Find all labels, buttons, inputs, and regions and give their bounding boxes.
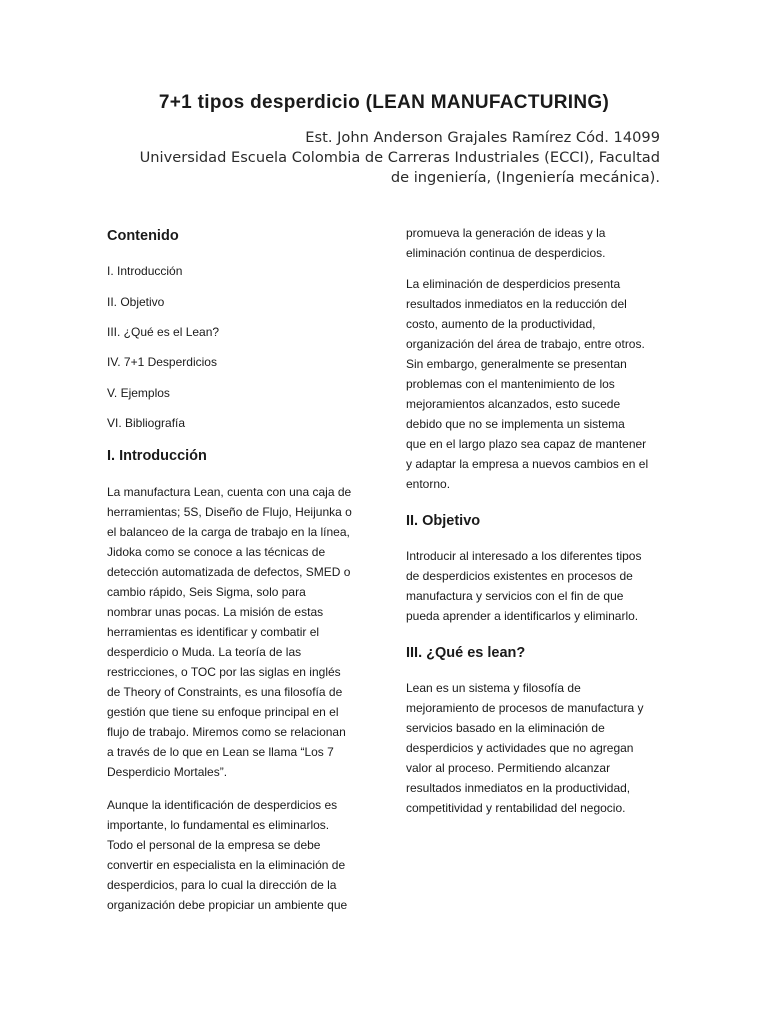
text-line: pueda aprender a identificarlos y eliminarlo.: [406, 609, 639, 623]
section-heading-objetivo: II. Objetivo: [406, 513, 481, 529]
text-line: resultados inmediatos en la reducción del: [406, 297, 627, 311]
text-line: La manufactura Lean, cuenta con una caja de: [107, 485, 352, 499]
toc-item: III. ¿Qué es el Lean?: [107, 325, 220, 339]
toc-item: I. Introducción: [107, 264, 183, 278]
introduccion-paragraph-2: [107, 795, 347, 915]
text-line: problemas con el mantenimiento de los: [406, 377, 615, 391]
toc-item: VI. Bibliografía: [107, 416, 186, 430]
text-line: manufactura y servicios con el fin de que: [406, 589, 624, 603]
text-line: que en el largo plazo sea capaz de mantener: [406, 437, 647, 451]
text-line: y adaptar la empresa a nuevos cambios en el: [406, 457, 649, 471]
text-line: Aunque la identificación de desperdicios es: [107, 798, 338, 812]
document-title: 7+1 tipos desperdicio (LEAN MANUFACTURING): [158, 92, 610, 113]
text-line: herramientas es identificar y combatir el: [107, 625, 320, 639]
text-line: detección automatizada de defectos, SMED o: [107, 565, 351, 579]
text-line: valor al proceso. Permitiendo alcanzar: [406, 761, 611, 775]
toc-item: II. Objetivo: [107, 295, 165, 309]
text-line: Todo el personal de la empresa se debe: [107, 838, 321, 852]
toc-heading: Contenido: [107, 228, 179, 244]
affiliation-line: de ingeniería, (Ingeniería mecánica).: [390, 169, 660, 186]
section-heading-introduccion: I. Introducción: [107, 448, 207, 464]
introduccion-paragraph-3: [406, 274, 648, 494]
section-heading-que-es-lean: III. ¿Qué es lean?: [406, 645, 526, 661]
text-line: restricciones, o TOC por las siglas en inglés: [107, 665, 341, 679]
text-line: La eliminación de desperdicios presenta: [406, 277, 621, 291]
text-line: entorno.: [406, 477, 451, 491]
text-line: organización del área de trabajo, entre otros.: [406, 337, 645, 351]
author-line: Est. John Anderson Grajales Ramírez Cód. 14099: [305, 129, 660, 146]
text-line: desperdicios y actividades que no agregan: [406, 741, 634, 755]
text-line: mejoramientos alcanzados, esto sucede: [406, 397, 621, 411]
introduccion-paragraph-1: [107, 482, 352, 782]
introduccion-paragraph-2-continued: [406, 223, 605, 263]
text-line: resultados inmediatos en la productividad,: [406, 781, 631, 795]
text-line: el balanceo de la carga de trabajo en la línea,: [107, 525, 350, 539]
text-line: promueva la generación de ideas y la: [406, 226, 606, 240]
text-line: importante, lo fundamental es eliminarlos.: [107, 818, 330, 832]
text-line: nombrar unas pocas. La misión de estas: [107, 605, 324, 619]
text-line: gestión que tiene su enfoque principal en el: [107, 705, 339, 719]
toc-item: V. Ejemplos: [107, 386, 170, 400]
text-line: flujo de trabajo. Miremos como se relacionan: [107, 725, 346, 739]
text-line: eliminación continua de desperdicios.: [406, 246, 606, 260]
objetivo-paragraph: [406, 546, 641, 626]
text-line: desperdicios, para lo cual la dirección de la: [107, 878, 337, 892]
text-line: servicios basado en la eliminación de: [406, 721, 605, 735]
text-line: de Theory of Constraints, es una filosofía de: [107, 685, 343, 699]
text-line: cambio rápido, Seis Sigma, solo para: [107, 585, 306, 599]
text-line: mejoramiento de procesos de manufactura y: [406, 701, 644, 715]
text-line: Jidoka como se conoce a las técnicas de: [107, 545, 326, 559]
text-line: Sin embargo, generalmente se presentan: [406, 357, 627, 371]
toc-item: IV. 7+1 Desperdicios: [107, 355, 217, 369]
text-line: organización debe propiciar un ambiente que: [107, 898, 348, 912]
text-line: Introducir al interesado a los diferentes tipos: [406, 549, 642, 563]
text-line: de desperdicios existentes en procesos de: [406, 569, 633, 583]
text-line: herramientas; 5S, Diseño de Flujo, Heijunka o: [107, 505, 352, 519]
text-line: convertir en especialista en la eliminación de: [107, 858, 346, 872]
author-affiliation: [100, 128, 660, 188]
text-line: desperdicio o Muda. La teoría de las: [107, 645, 302, 659]
text-line: debido que no se implementa un sistema: [406, 417, 625, 431]
text-line: costo, aumento de la productividad,: [406, 317, 596, 331]
text-line: a través de lo que en Lean se llama “Los 7: [107, 745, 334, 759]
que-es-lean-paragraph: [406, 678, 643, 818]
text-line: Lean es un sistema y filosofía de: [406, 681, 581, 695]
text-line: Desperdicio Mortales”.: [107, 765, 228, 779]
text-line: competitividad y rentabilidad del negocio.: [406, 801, 626, 815]
affiliation-line: Universidad Escuela Colombia de Carreras Industriales (ECCI), Facultad: [139, 149, 660, 166]
